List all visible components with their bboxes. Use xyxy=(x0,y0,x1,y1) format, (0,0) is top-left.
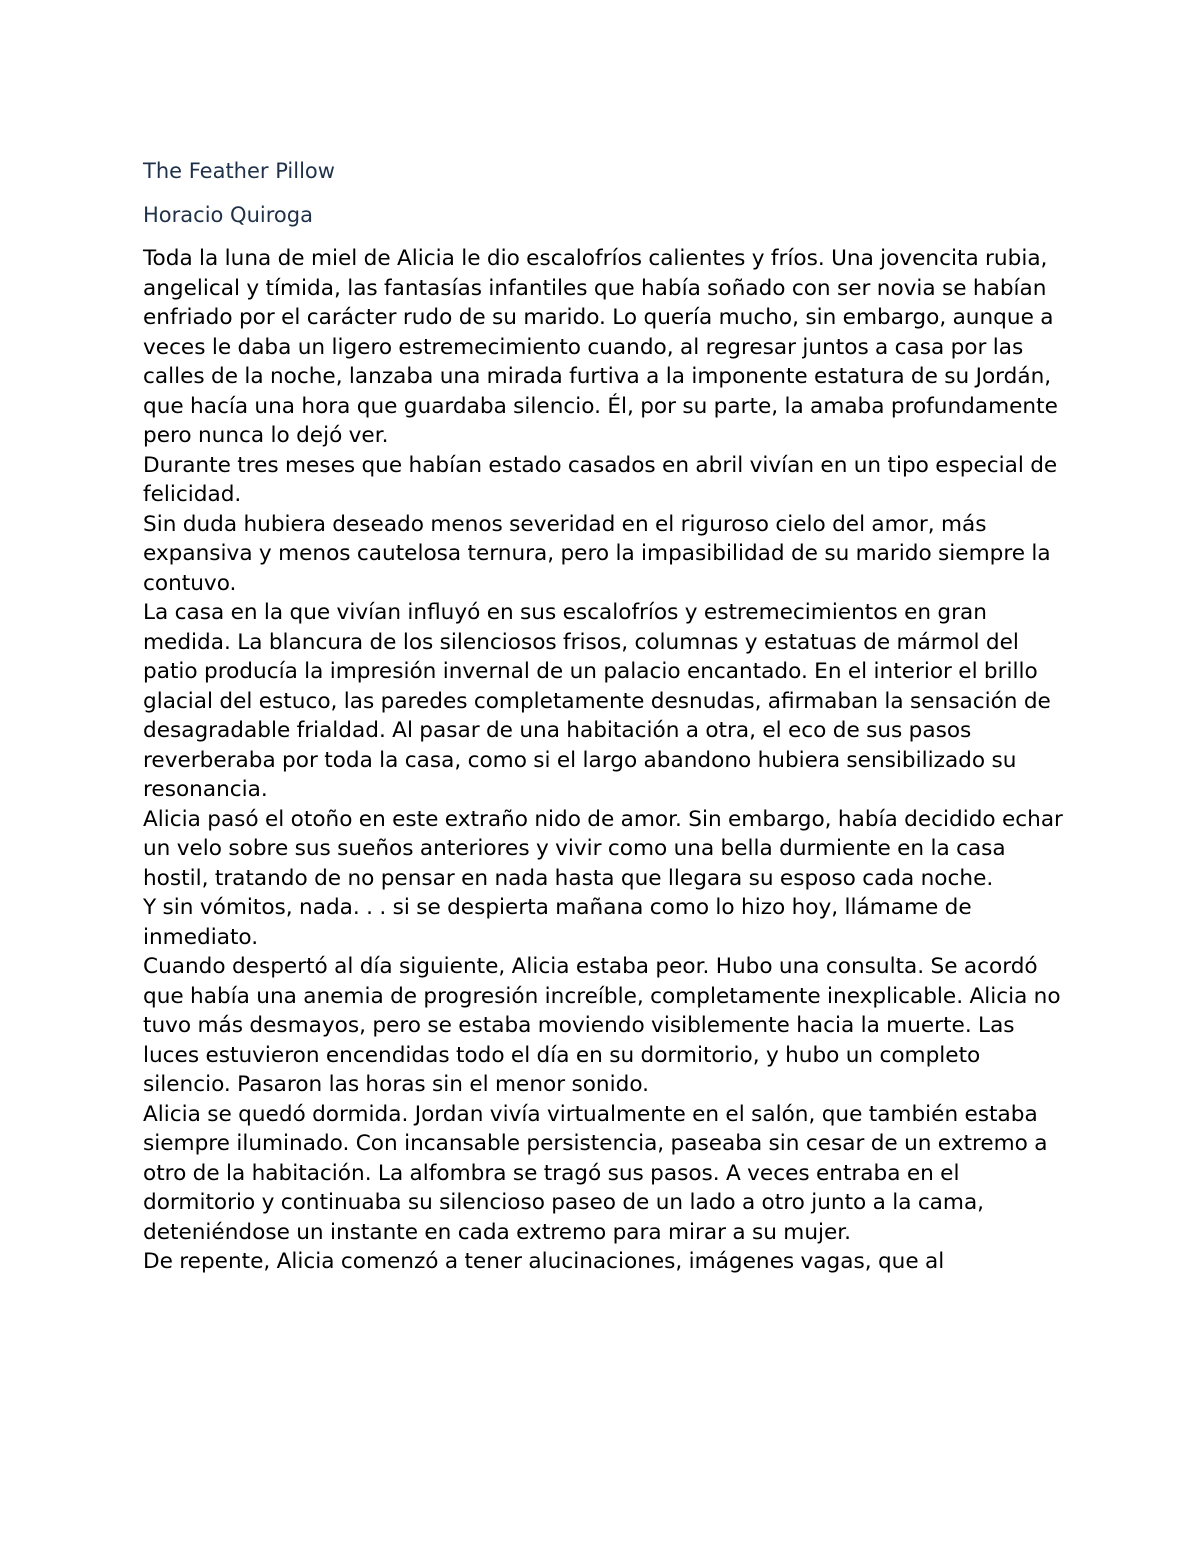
document-title: The Feather Pillow xyxy=(143,159,335,183)
paragraph: Durante tres meses que habían estado casados en abril vivían en un tipo especial de felicidad. xyxy=(143,452,1058,507)
paragraph: La casa en la que vivían influyó en sus escalofríos y estremecimientos en gran medida. La blancura de los silenciosos frisos, columnas y estatuas de mármol del patio producía la impresión invernal de un palacio encantado. En el interior el brillo glacial del estuco, las paredes completamente desnudas, afirmaban la sensación de desagradable frialdad. Al pasar de una habitación a otra, el eco de sus pasos reverberaba por toda la casa, como si el largo abandono hubiera sensibilizado su resonancia. xyxy=(143,600,1051,802)
paragraph: Sin duda hubiera deseado menos severidad en el riguroso cielo del amor, más expansiva y menos cautelosa ternura, pero la impasibilidad de su marido siempre la contuvo. xyxy=(143,511,1051,596)
paragraph: Alicia pasó el otoño en este extraño nido de amor. Sin embargo, había decidido echar un velo sobre sus sueños anteriores y vivir como una bella durmiente en la casa hostil, tratando de no pensar en nada hasta que llegara su esposo cada noche. xyxy=(143,806,1063,891)
paragraph: Toda la luna de miel de Alicia le dio escalofríos calientes y fríos. Una jovencita rubia, angelical y tímida, las fantasías infantiles que había soñado con ser novia se habían enfriado por el carácter rudo de su marido. Lo quería mucho, sin embargo, aunque a veces le daba un ligero estremecimiento cuando, al regresar juntos a casa por las calles de la noche, lanzaba una mirada furtiva a la imponente estatura de su Jordán, que hacía una hora que guardaba silencio. Él, por su parte, la amaba profundamente pero nunca lo dejó ver. xyxy=(143,246,1058,448)
paragraph: Cuando despertó al día siguiente, Alicia estaba peor. Hubo una consulta. Se acordó que había una anemia de progresión increíble, completamente inexplicable. Alicia no tuvo más desmayos, pero se estaba moviendo visiblemente hacia la muerte. Las luces estuvieron encendidas todo el día en su dormitorio, y hubo un completo silencio. Pasaron las horas sin el menor sonido. xyxy=(143,954,1061,1097)
document-body xyxy=(143,244,1073,1277)
document-content xyxy=(143,157,1073,1277)
document-author: Horacio Quiroga xyxy=(143,203,313,227)
paragraph: Alicia se quedó dormida. Jordan vivía virtualmente en el salón, que también estaba siempre iluminado. Con incansable persistencia, paseaba sin cesar de un extremo a otro de la habitación. La alfombra se tragó sus pasos. A veces entraba en el dormitorio y continuaba su silencioso paseo de un lado a otro junto a la cama, deteniéndose un instante en cada extremo para mirar a su mujer. xyxy=(143,1101,1048,1245)
paragraph: Y sin vómitos, nada. . . si se despierta mañana como lo hizo hoy, llámame de inmediato. xyxy=(143,895,972,950)
paragraph: De repente, Alicia comenzó a tener alucinaciones, imágenes vagas, que al xyxy=(143,1249,945,1274)
